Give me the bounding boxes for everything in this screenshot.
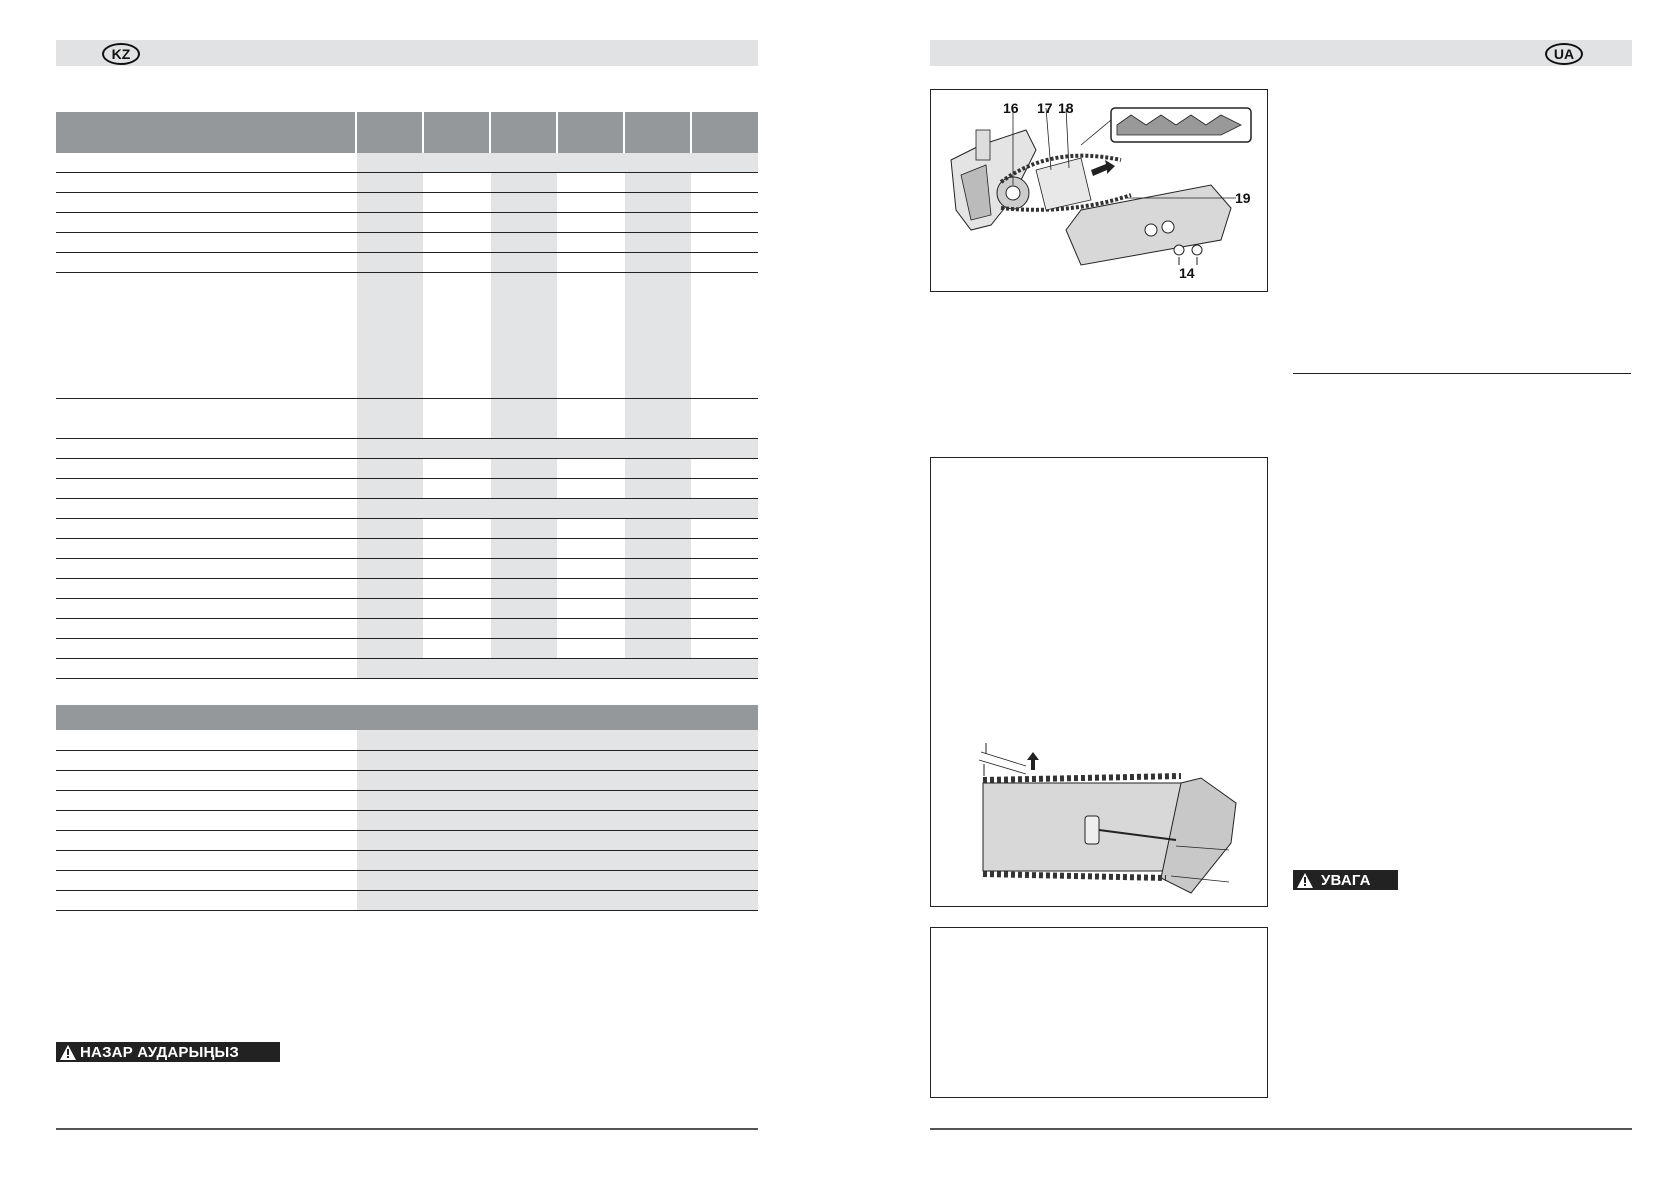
spec-table-2-header [56, 705, 758, 730]
figure-box-3 [930, 927, 1268, 1098]
right-column-rule [1293, 373, 1631, 374]
spec-table-1-section-row [357, 153, 758, 172]
right-header-bar [930, 40, 1632, 66]
spec-col-shade [491, 518, 557, 658]
warning-triangle-icon [60, 1045, 76, 1060]
spec-table-1-header [56, 112, 758, 153]
spec-table-1-section-row [357, 498, 758, 518]
spec-table-2-values [357, 730, 758, 911]
spec-col-shade [357, 518, 423, 658]
callout-17: 17 [1037, 100, 1053, 116]
lang-badge-kz: KZ [102, 43, 140, 65]
left-header-bar [56, 40, 758, 66]
left-footer-rule [56, 1128, 758, 1130]
warning-label-ua [1293, 870, 1398, 890]
warning-label-kz [56, 1042, 280, 1062]
figure-chain-assembly [930, 89, 1268, 292]
spec-table-1-section-row [357, 438, 758, 458]
figure-chain-tension [930, 457, 1268, 907]
callout-18: 18 [1058, 100, 1074, 116]
lang-badge-ua: UA [1545, 43, 1583, 65]
warning-triangle-icon [1297, 873, 1313, 888]
warning-text-kz: НАЗАР АУДАРЫҢЫЗ [80, 1043, 240, 1061]
chain-assembly-illustration [931, 90, 1266, 290]
callout-16: 16 [1003, 100, 1019, 116]
spec-col-shade [625, 518, 691, 658]
right-footer-rule [930, 1128, 1632, 1130]
warning-text-ua: УВАГА [1321, 871, 1371, 889]
chain-tension-illustration [931, 458, 1266, 905]
callout-14: 14 [1179, 265, 1195, 281]
spec-table-1-section-row [357, 658, 758, 678]
callout-19: 19 [1235, 190, 1251, 206]
